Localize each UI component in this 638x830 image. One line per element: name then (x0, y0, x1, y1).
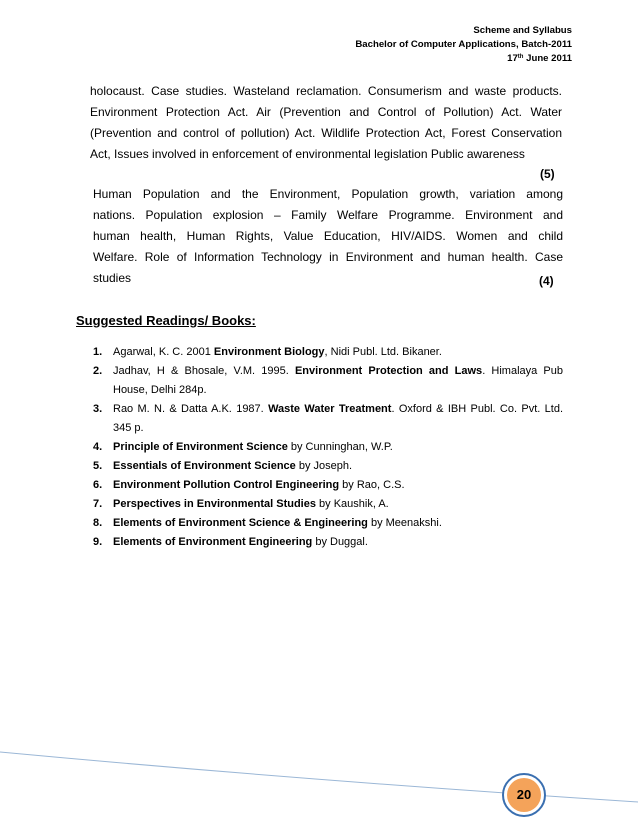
paragraph-line: Act, Issues involved in enforcement of environmental legislation Public awareness (90, 147, 525, 161)
reference-list (93, 343, 563, 552)
paragraph-environment-laws (90, 81, 562, 165)
paragraph-human-population (93, 184, 563, 289)
list-item: 6. Environment Pollution Control Engineering by Rao, C.S. (93, 479, 405, 491)
paragraph-line: nations. Population explosion – Family Welfare Programme. Environment and (93, 208, 563, 222)
list-item: 5. Essentials of Environment Science by Joseph. (93, 460, 353, 472)
paragraph-line: Environment Protection Act. Air (Prevention and Control of Pollution) Act. Water (90, 105, 562, 119)
list-item: 7. Perspectives in Environmental Studies by Kaushik, A. (93, 498, 389, 510)
page-number: 20 (516, 787, 532, 802)
paragraph-line: (Prevention and control of pollution) Act. Wildlife Protection Act, Forest Conservation (90, 126, 562, 140)
list-item: 3. Rao M. N. & Datta A.K. 1987. Waste Water Treatment. Oxford & IBH Publ. Co. Pvt. Ltd. 345 p. (93, 403, 564, 434)
section-title: Suggested Readings/ Books: (76, 313, 256, 328)
list-item: 1. Agarwal, K. C. 2001 Environment Biology, Nidi Publ. Ltd. Bikaner. (93, 346, 442, 358)
paragraph-line: Welfare. Role of Information Technology in Environment and human health. Case (93, 250, 563, 264)
header-date: 17th June 2011 (507, 53, 572, 64)
list-item: 2. Jadhav, H & Bhosale, V.M. 1995. Environment Protection and Laws. Himalaya Pub House, Delhi 284p. (93, 365, 564, 396)
list-item: 4. Principle of Environment Science by Cunninghan, W.P. (93, 441, 393, 453)
header-title: Scheme and Syllabus (473, 25, 572, 36)
list-item: 8. Elements of Environment Science & Engineering by Meenakshi. (93, 517, 442, 529)
header-program: Bachelor of Computer Applications, Batch-2011 (355, 39, 572, 50)
list-item: 9. Elements of Environment Engineering by Duggal. (93, 536, 368, 548)
marks-label: (5) (540, 167, 555, 181)
paragraph-line: studies (93, 271, 132, 285)
page-header (355, 24, 572, 66)
paragraph-line: holocaust. Case studies. Wasteland reclamation. Consumerism and waste products. (90, 84, 562, 98)
paragraph-line: Human Population and the Environment, Population growth, variation among (93, 187, 563, 201)
marks-label: (4) (539, 274, 554, 288)
paragraph-line: human health, Human Rights, Value Education, HIV/AIDS. Women and child (93, 229, 563, 243)
